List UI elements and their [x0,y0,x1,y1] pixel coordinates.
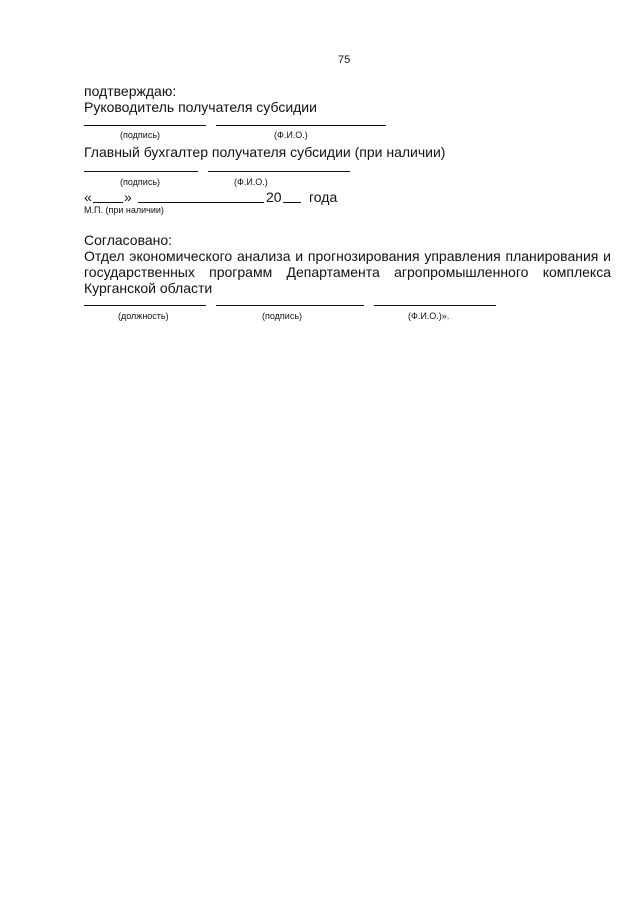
accountant-fio-caption: (Ф.И.О.) [234,177,268,187]
department-line-2: государственных программ Департамента агропромышленного комплекса [84,264,611,280]
head-fio-line [216,125,386,126]
head-signature-line [84,125,206,126]
accountant-signature-line [84,171,198,172]
agreed-heading: Согласовано: [84,232,173,248]
agreed-position-caption: (должность) [118,311,169,321]
accountant-signature-caption: (подпись) [120,177,161,187]
confirm-heading: подтверждаю: [84,83,177,99]
accountant-fio-line [208,171,350,172]
date-open-quote: « [84,189,92,205]
date-day-line [93,202,123,203]
head-fio-caption: (Ф.И.О.) [274,130,308,140]
date-year-suffix: года [309,189,338,205]
agreed-position-line [84,305,206,306]
date-month-line [138,202,264,203]
agreed-fio-line [374,305,496,306]
agreed-fio-caption: (Ф.И.О.)». [408,311,450,321]
date-close-quote: » [124,189,132,205]
agreed-signature-caption: (подпись) [262,311,303,321]
department-line-3: Курганской области [84,280,213,296]
stamp-note: М.П. (при наличии) [84,205,164,215]
date-year-line [283,202,301,203]
head-signature-caption: (подпись) [120,130,161,140]
page-number: 75 [338,54,351,66]
accountant-title: Главный бухгалтер получателя субсидии (при наличии) [84,144,446,160]
department-line-1: Отдел экономического анализа и прогнозирования управления планирования и [84,248,611,264]
head-title: Руководитель получателя субсидии [84,99,317,115]
agreed-signature-line [216,305,364,306]
date-year-prefix: 20 [266,189,282,205]
